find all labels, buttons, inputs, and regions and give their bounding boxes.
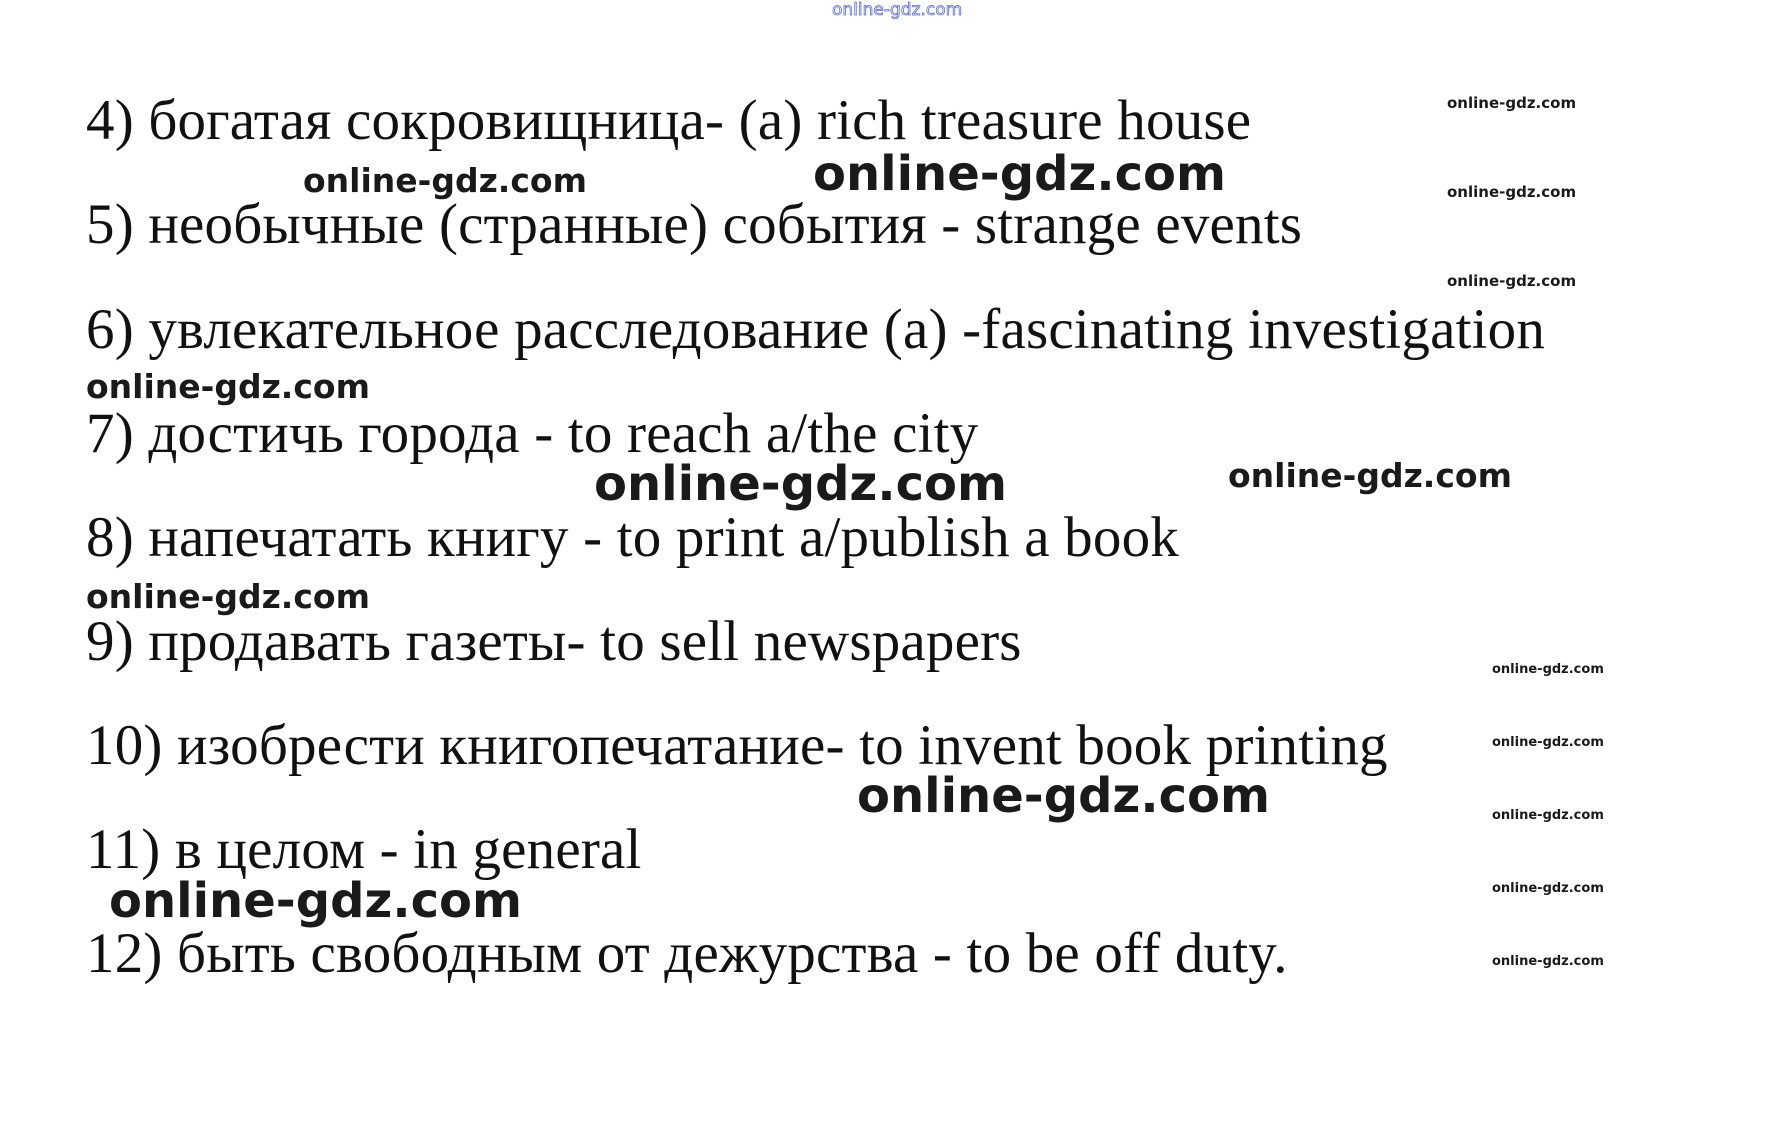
watermark-small: online-gdz.com <box>1447 183 1577 201</box>
watermark-xsmall: online-gdz.com <box>1492 954 1604 969</box>
vocab-line-12: 12) быть свободным от дежурства - to be off duty. <box>86 922 1288 985</box>
watermark-xsmall: online-gdz.com <box>1492 881 1604 896</box>
vocab-line-9: 9) продавать газеты- to sell newspapers <box>86 610 1022 673</box>
vocab-line-7: 7) достичь города - to reach a/the city <box>86 402 979 465</box>
watermark-medium: online-gdz.com <box>303 161 587 200</box>
watermark-medium: online-gdz.com <box>86 577 370 616</box>
watermark-large: online-gdz.com <box>594 456 1008 512</box>
vocab-line-4: 4) богатая сокровищница- (a) rich treasure house <box>86 89 1252 152</box>
vocab-line-6: 6) увлекательное расследование (a) -fascinating investigation <box>86 298 1546 361</box>
watermark-small: online-gdz.com <box>1447 272 1577 290</box>
top-watermark: online-gdz.com <box>832 0 963 20</box>
watermark-medium: online-gdz.com <box>1228 456 1512 495</box>
watermark-large: online-gdz.com <box>109 873 523 929</box>
watermark-xsmall: online-gdz.com <box>1492 735 1604 750</box>
watermark-xsmall: online-gdz.com <box>1492 808 1604 823</box>
watermark-large: online-gdz.com <box>813 146 1227 202</box>
vocab-line-8: 8) напечатать книгу - to print a/publish a book <box>86 506 1179 569</box>
watermark-xsmall: online-gdz.com <box>1492 662 1604 677</box>
watermark-medium: online-gdz.com <box>86 367 370 406</box>
vocab-line-10: 10) изобрести книгопечатание- to invent book printing <box>86 714 1388 777</box>
watermark-small: online-gdz.com <box>1447 94 1577 112</box>
watermark-large: online-gdz.com <box>857 768 1271 824</box>
vocab-line-11: 11) в целом - in general <box>86 818 642 881</box>
vocab-line-5: 5) необычные (странные) события - strange events <box>86 193 1303 256</box>
